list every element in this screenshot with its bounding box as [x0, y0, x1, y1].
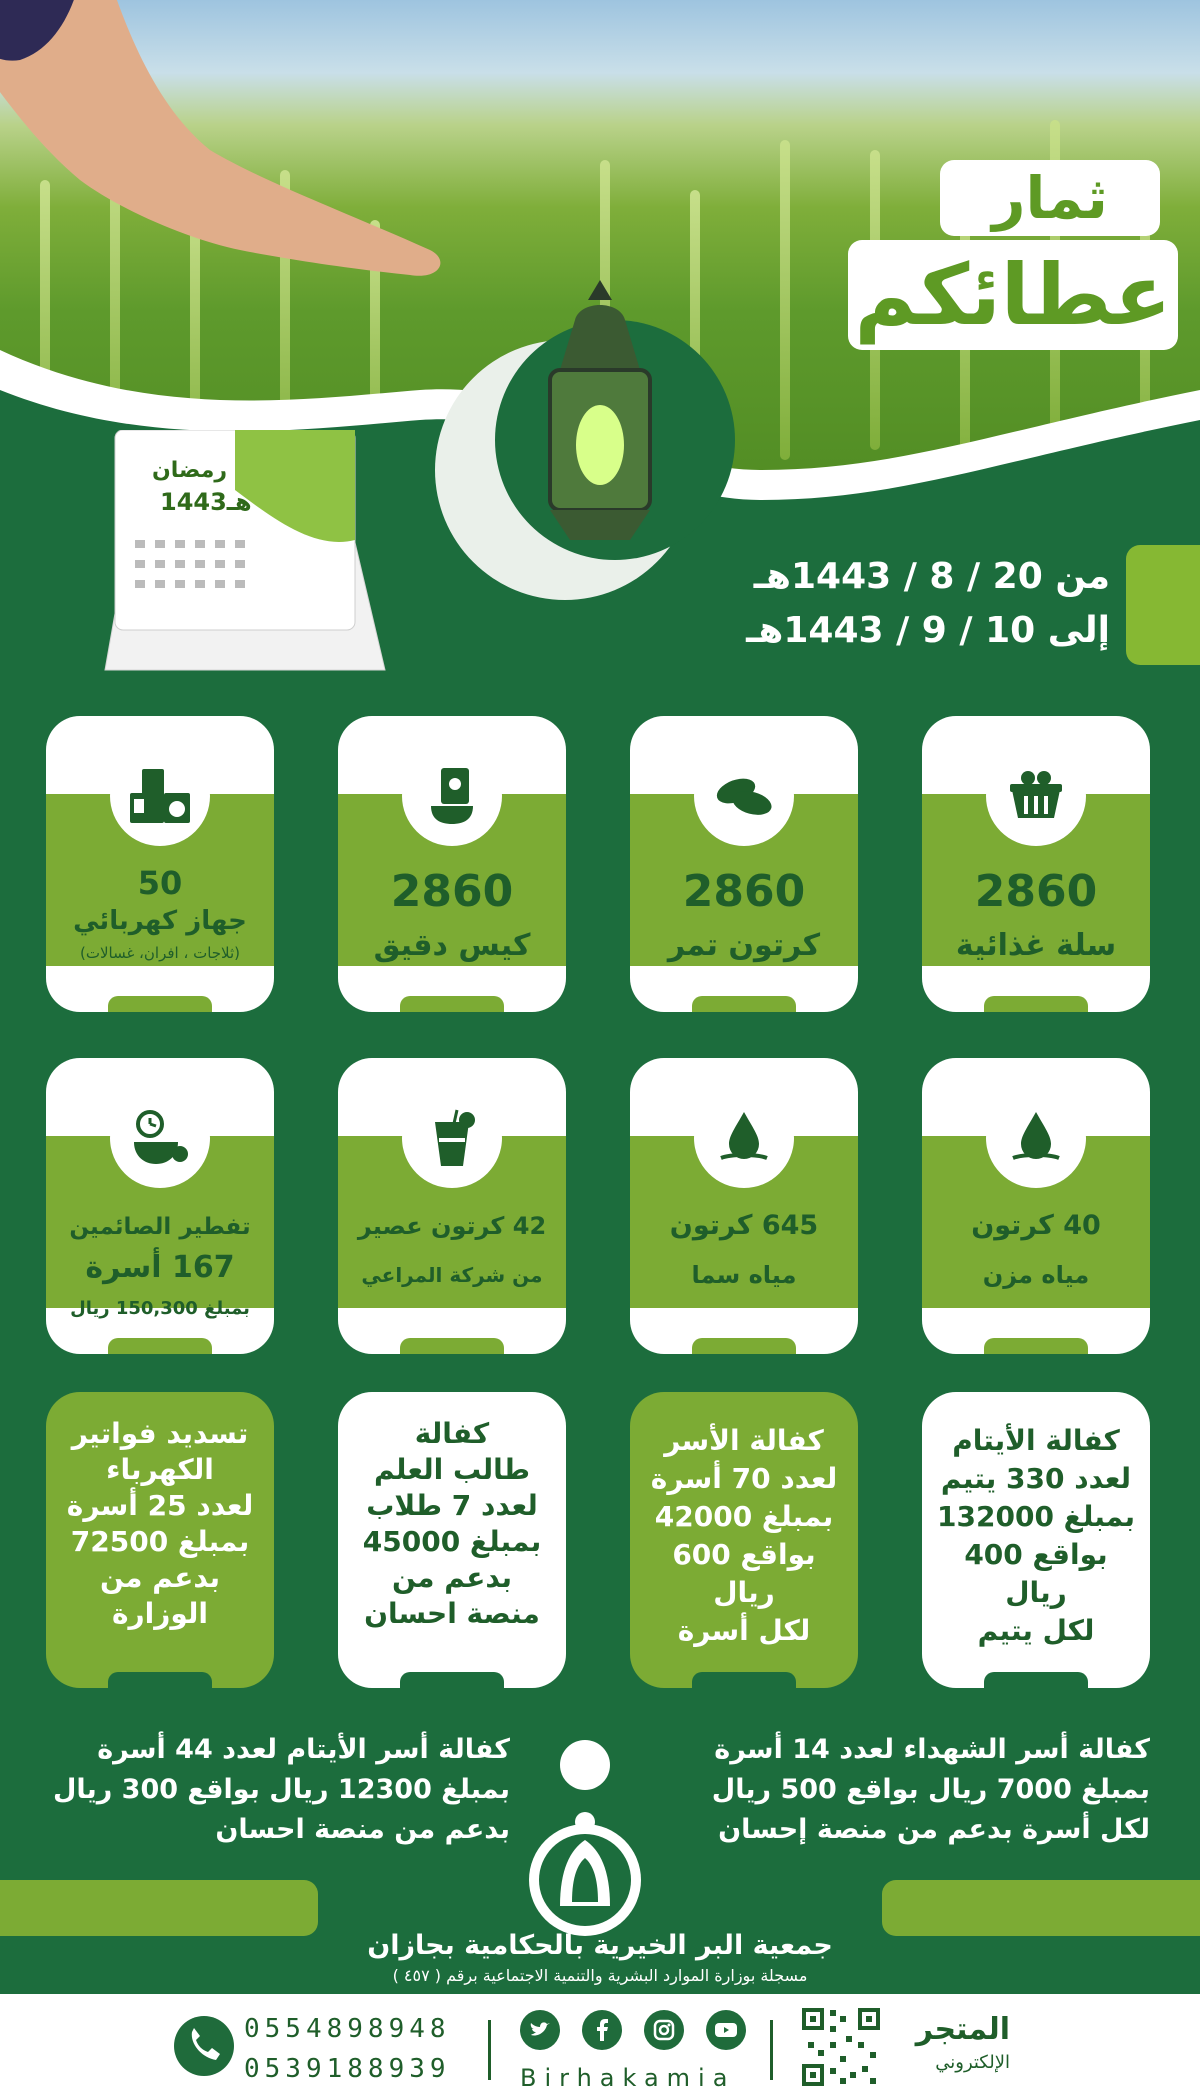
card-line: بمبلغ 45000: [362, 1525, 542, 1558]
card-line: كفالة الأيتام: [952, 1424, 1120, 1457]
qr-code-icon[interactable]: [800, 2006, 882, 2088]
stat-card-flour: [338, 716, 566, 1012]
card-line: لكل أسرة: [677, 1614, 811, 1647]
stat-line-2: مياه سما: [691, 1261, 797, 1289]
text-line: كفالة أسر الأيتام لعدد 44 أسرة: [97, 1734, 510, 1765]
stat-sub-label: (ثلاجات ، افران، غسالات): [79, 944, 241, 962]
phone-icon: [172, 2014, 236, 2078]
social-handle[interactable]: Birhakamia: [520, 2064, 736, 2092]
stat-card-dates: [630, 716, 858, 1012]
text-line: بمبلغ 12300 ريال بواقع 300 ريال: [53, 1774, 510, 1805]
phone-number-1[interactable]: 0554898948: [244, 2014, 451, 2044]
sponsorship-card-electricity: [46, 1392, 274, 1688]
facebook-icon[interactable]: [582, 2010, 622, 2050]
stat-number: 2860: [974, 866, 1098, 917]
dates-icon: [694, 746, 794, 846]
stat-label: كيس دقيق: [373, 928, 531, 963]
sponsorship-card-students: [338, 1392, 566, 1688]
card-line: لعدد 70 أسرة: [650, 1462, 838, 1495]
stat-card-juice: [338, 1058, 566, 1354]
appliances-icon: [110, 746, 210, 846]
instagram-icon[interactable]: [644, 2010, 684, 2050]
stat-card-iftar: [46, 1058, 274, 1354]
card-line: الوزارة: [111, 1597, 209, 1630]
crescent-lantern-icon: [400, 280, 740, 620]
stat-line-1: 40 كرتون: [971, 1210, 1101, 1241]
youtube-icon[interactable]: [706, 2010, 746, 2050]
stat-line-2: من شركة المراعي: [361, 1263, 543, 1287]
card-line: بمبلغ 42000: [654, 1500, 834, 1533]
organization-registration: مسجلة بوزارة الموارد البشرية والتنمية الاجتماعية برقم ( ٤٥٧ ): [392, 1966, 808, 1985]
card-line: بواقع 400 ريال: [964, 1538, 1108, 1609]
decor-bar-right: [882, 1880, 1200, 1936]
date-from: من 20 / 8 / 1443هـ: [753, 556, 1110, 597]
card-line: كفالة: [414, 1417, 490, 1450]
stat-line-3: بمبلغ 150,300 ريال: [70, 1298, 250, 1319]
organization-name: جمعية البر الخيرية بالحكامية بجازان: [367, 1930, 833, 1961]
card-line: بواقع 600 ريال: [672, 1538, 816, 1609]
stat-number: 50: [137, 864, 183, 902]
stat-card-water-sama: [630, 1058, 858, 1354]
card-line: لعدد 330 يتيم: [940, 1462, 1132, 1495]
stat-card-food-basket: [922, 716, 1150, 1012]
stat-line-2: مياه مزن: [982, 1261, 1090, 1289]
stat-line-1: 645 كرتون: [669, 1210, 819, 1241]
water-drop-icon: [694, 1088, 794, 1188]
card-line: طالب العلم: [373, 1453, 531, 1486]
stat-line-1: تفطير الصائمين: [69, 1214, 251, 1240]
calendar-year: 1443هـ: [160, 488, 252, 516]
text-line: كفالة أسر الشهداء لعدد 14 أسرة: [714, 1734, 1150, 1765]
stat-card-appliances: [46, 716, 274, 1012]
card-line: بدعم من: [99, 1561, 221, 1594]
orphan-families-text: [40, 1730, 510, 1850]
card-line: الكهرباء: [106, 1453, 214, 1486]
card-line: كفالة الأسر: [664, 1424, 824, 1457]
stat-label: سلة غذائية: [955, 928, 1117, 963]
stat-line-1: 42 كرتون عصير: [357, 1212, 547, 1240]
sponsorship-card-orphans: [922, 1392, 1150, 1688]
decor-bar-left: [0, 1880, 318, 1936]
stat-card-water-mozn: [922, 1058, 1150, 1354]
stat-number: 2860: [390, 866, 514, 917]
card-line: لكل يتيم: [977, 1614, 1095, 1647]
card-line: تسديد فواتير: [71, 1417, 249, 1450]
text-line: بدعم من منصة احسان: [215, 1814, 510, 1845]
card-line: لعدد 25 أسرة: [66, 1489, 254, 1522]
card-line: بمبلغ 132000: [937, 1500, 1135, 1533]
e-store-title[interactable]: المتجر: [915, 2012, 1010, 2047]
hand-illustration: [0, 0, 520, 310]
juice-icon: [402, 1088, 502, 1188]
twitter-icon[interactable]: [520, 2010, 560, 2050]
card-line: منصة احسان: [364, 1597, 540, 1630]
title-thimar: ثمار: [940, 160, 1160, 236]
phone-number-2[interactable]: 0539188939: [244, 2054, 451, 2084]
basket-icon: [986, 746, 1086, 846]
center-dot: [560, 1740, 610, 1790]
sponsorship-card-families: [630, 1392, 858, 1688]
martyrs-families-text: [630, 1730, 1150, 1850]
stat-label: كرتون تمر: [667, 928, 821, 963]
footer-divider: [770, 2020, 773, 2080]
calendar-illustration: [95, 430, 395, 690]
stat-number: 2860: [682, 866, 806, 917]
card-line: لعدد 7 طلاب: [366, 1489, 538, 1522]
flour-bag-icon: [402, 746, 502, 846]
footer-divider: [488, 2020, 491, 2080]
title-ataakum: عطائكم: [848, 240, 1178, 350]
iftar-meal-icon: [110, 1088, 210, 1188]
date-to: إلى 10 / 9 / 1443هـ: [746, 610, 1110, 651]
card-line: بمبلغ 72500: [70, 1525, 250, 1558]
stat-label: جهاز كهربائي: [73, 906, 247, 936]
stat-line-2: 167 أسرة: [85, 1250, 235, 1285]
text-line: بمبلغ 7000 ريال بواقع 500 ريال: [711, 1774, 1150, 1805]
e-store-subtitle: الإلكتروني: [935, 2052, 1010, 2073]
charity-logo: [510, 1810, 660, 1940]
card-line: بدعم من: [391, 1561, 513, 1594]
text-line: لكل أسرة بدعم من منصة إحسان: [718, 1814, 1150, 1845]
calendar-month: رمضان: [152, 458, 228, 483]
water-drop-icon: [986, 1088, 1086, 1188]
date-accent-pill: [1126, 545, 1200, 665]
